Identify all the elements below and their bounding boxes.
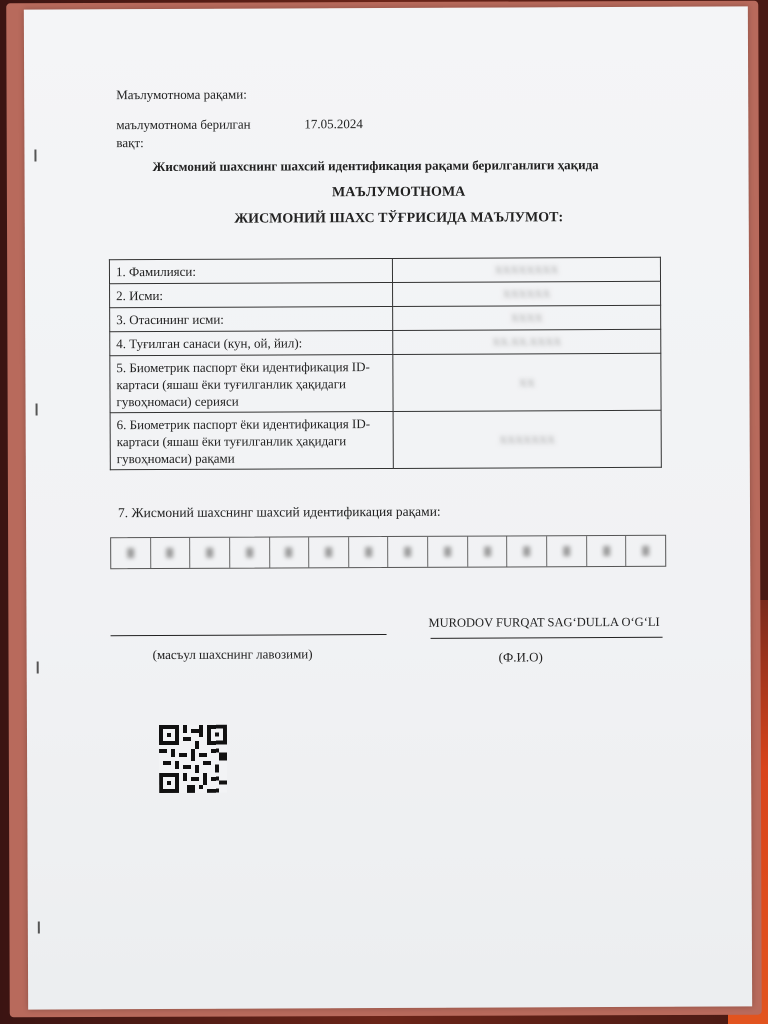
fio-value: MURODOV FURQAT SAG‘DULLA O‘G‘LI (428, 614, 660, 630)
table-row (110, 329, 661, 355)
document-page (24, 6, 752, 1009)
row-label: 1. Фамилияси: (109, 258, 392, 283)
redacted-value: XX.XX.XXXX (492, 336, 562, 349)
redacted-value: XXXXXX (502, 288, 551, 301)
pin-cell (190, 538, 230, 568)
redacted-digit (325, 547, 332, 557)
pin-cell (389, 537, 429, 567)
pin-label: 7. Жисмоний шахснинг шахсий идентификация рақами: (117, 503, 441, 521)
issued-time-label: маълумотнома берилган (116, 116, 251, 133)
redacted-digit (206, 548, 213, 558)
pin-cell (270, 537, 310, 567)
pin-cell (151, 538, 191, 568)
row-value (392, 257, 660, 282)
document-title: МАЪЛУМОТНОМА (331, 184, 466, 201)
row-label: 5. Биометрик паспорт ёки идентификация ID-картаси (яшаш ёки туғилганлик ҳақидаги гувоҳномаси) серияси (110, 354, 393, 412)
personal-info-table (109, 257, 662, 470)
redacted-digit (246, 548, 253, 558)
redacted-digit (444, 547, 451, 557)
redacted-digit (563, 546, 570, 556)
table-row (110, 353, 661, 412)
row-value (393, 353, 661, 411)
pin-cell (428, 537, 468, 567)
row-value (393, 329, 661, 354)
certificate-number-label: Маълумотнома рақами: (116, 86, 247, 103)
redacted-digit (286, 547, 293, 557)
redacted-digit (404, 547, 411, 557)
position-underline (111, 634, 387, 636)
pin-cell (587, 536, 627, 566)
pin-cell (309, 537, 349, 567)
redacted-digit (603, 546, 610, 556)
pin-cell (349, 537, 389, 567)
position-caption: (масъул шахснинг лавозими) (152, 646, 313, 663)
pin-cell (468, 536, 508, 566)
row-label: 3. Отасининг исми: (110, 306, 393, 331)
redacted-digit (167, 548, 174, 558)
table-row (110, 305, 661, 331)
row-value (393, 410, 661, 468)
pin-cell (111, 538, 151, 568)
binder-mark (37, 662, 39, 674)
section-title: ЖИСМОНИЙ ШАХС ТЎҒРИСИДА МАЪЛУМОТ: (234, 210, 564, 227)
row-value (393, 281, 661, 306)
pin-cells (110, 535, 666, 569)
redacted-digit (523, 546, 530, 556)
row-label: 2. Исми: (110, 282, 393, 307)
redacted-digit (642, 546, 649, 556)
pin-cell (230, 538, 270, 568)
issued-date: 17.05.2024 (304, 116, 363, 132)
redacted-digit (127, 548, 134, 558)
redacted-value: XX (518, 376, 535, 389)
pin-cell (547, 536, 587, 566)
row-value (393, 305, 661, 330)
row-label: 4. Туғилган санаси (кун, ой, йил): (110, 330, 393, 355)
redacted-value: XXXXXXX (499, 433, 556, 447)
fio-caption: (Ф.И.О) (498, 649, 543, 665)
pin-cell (626, 536, 665, 566)
document-subtitle: Жисмоний шахснинг шахсий идентификация рақами берилганлиги ҳақида (152, 157, 599, 175)
binder-mark (36, 404, 38, 416)
redacted-value: XXXX (510, 312, 543, 325)
fio-underline (431, 637, 663, 639)
table-row (110, 410, 661, 469)
row-label: 6. Биометрик паспорт ёки идентификация ID-картаси (яшаш ёки туғилганлик ҳақидаги гувоҳномаси) рақами (110, 411, 393, 469)
table-row (109, 257, 660, 283)
qr-code-icon (159, 725, 227, 793)
redacted-value: XXXXXXXX (494, 264, 559, 277)
table-row (110, 281, 661, 307)
pin-cell (508, 536, 548, 566)
binder-mark (38, 922, 40, 934)
redacted-digit (365, 547, 372, 557)
redacted-digit (484, 547, 491, 557)
issued-time-label-2: вақт: (116, 135, 144, 151)
binder-mark (34, 150, 36, 162)
